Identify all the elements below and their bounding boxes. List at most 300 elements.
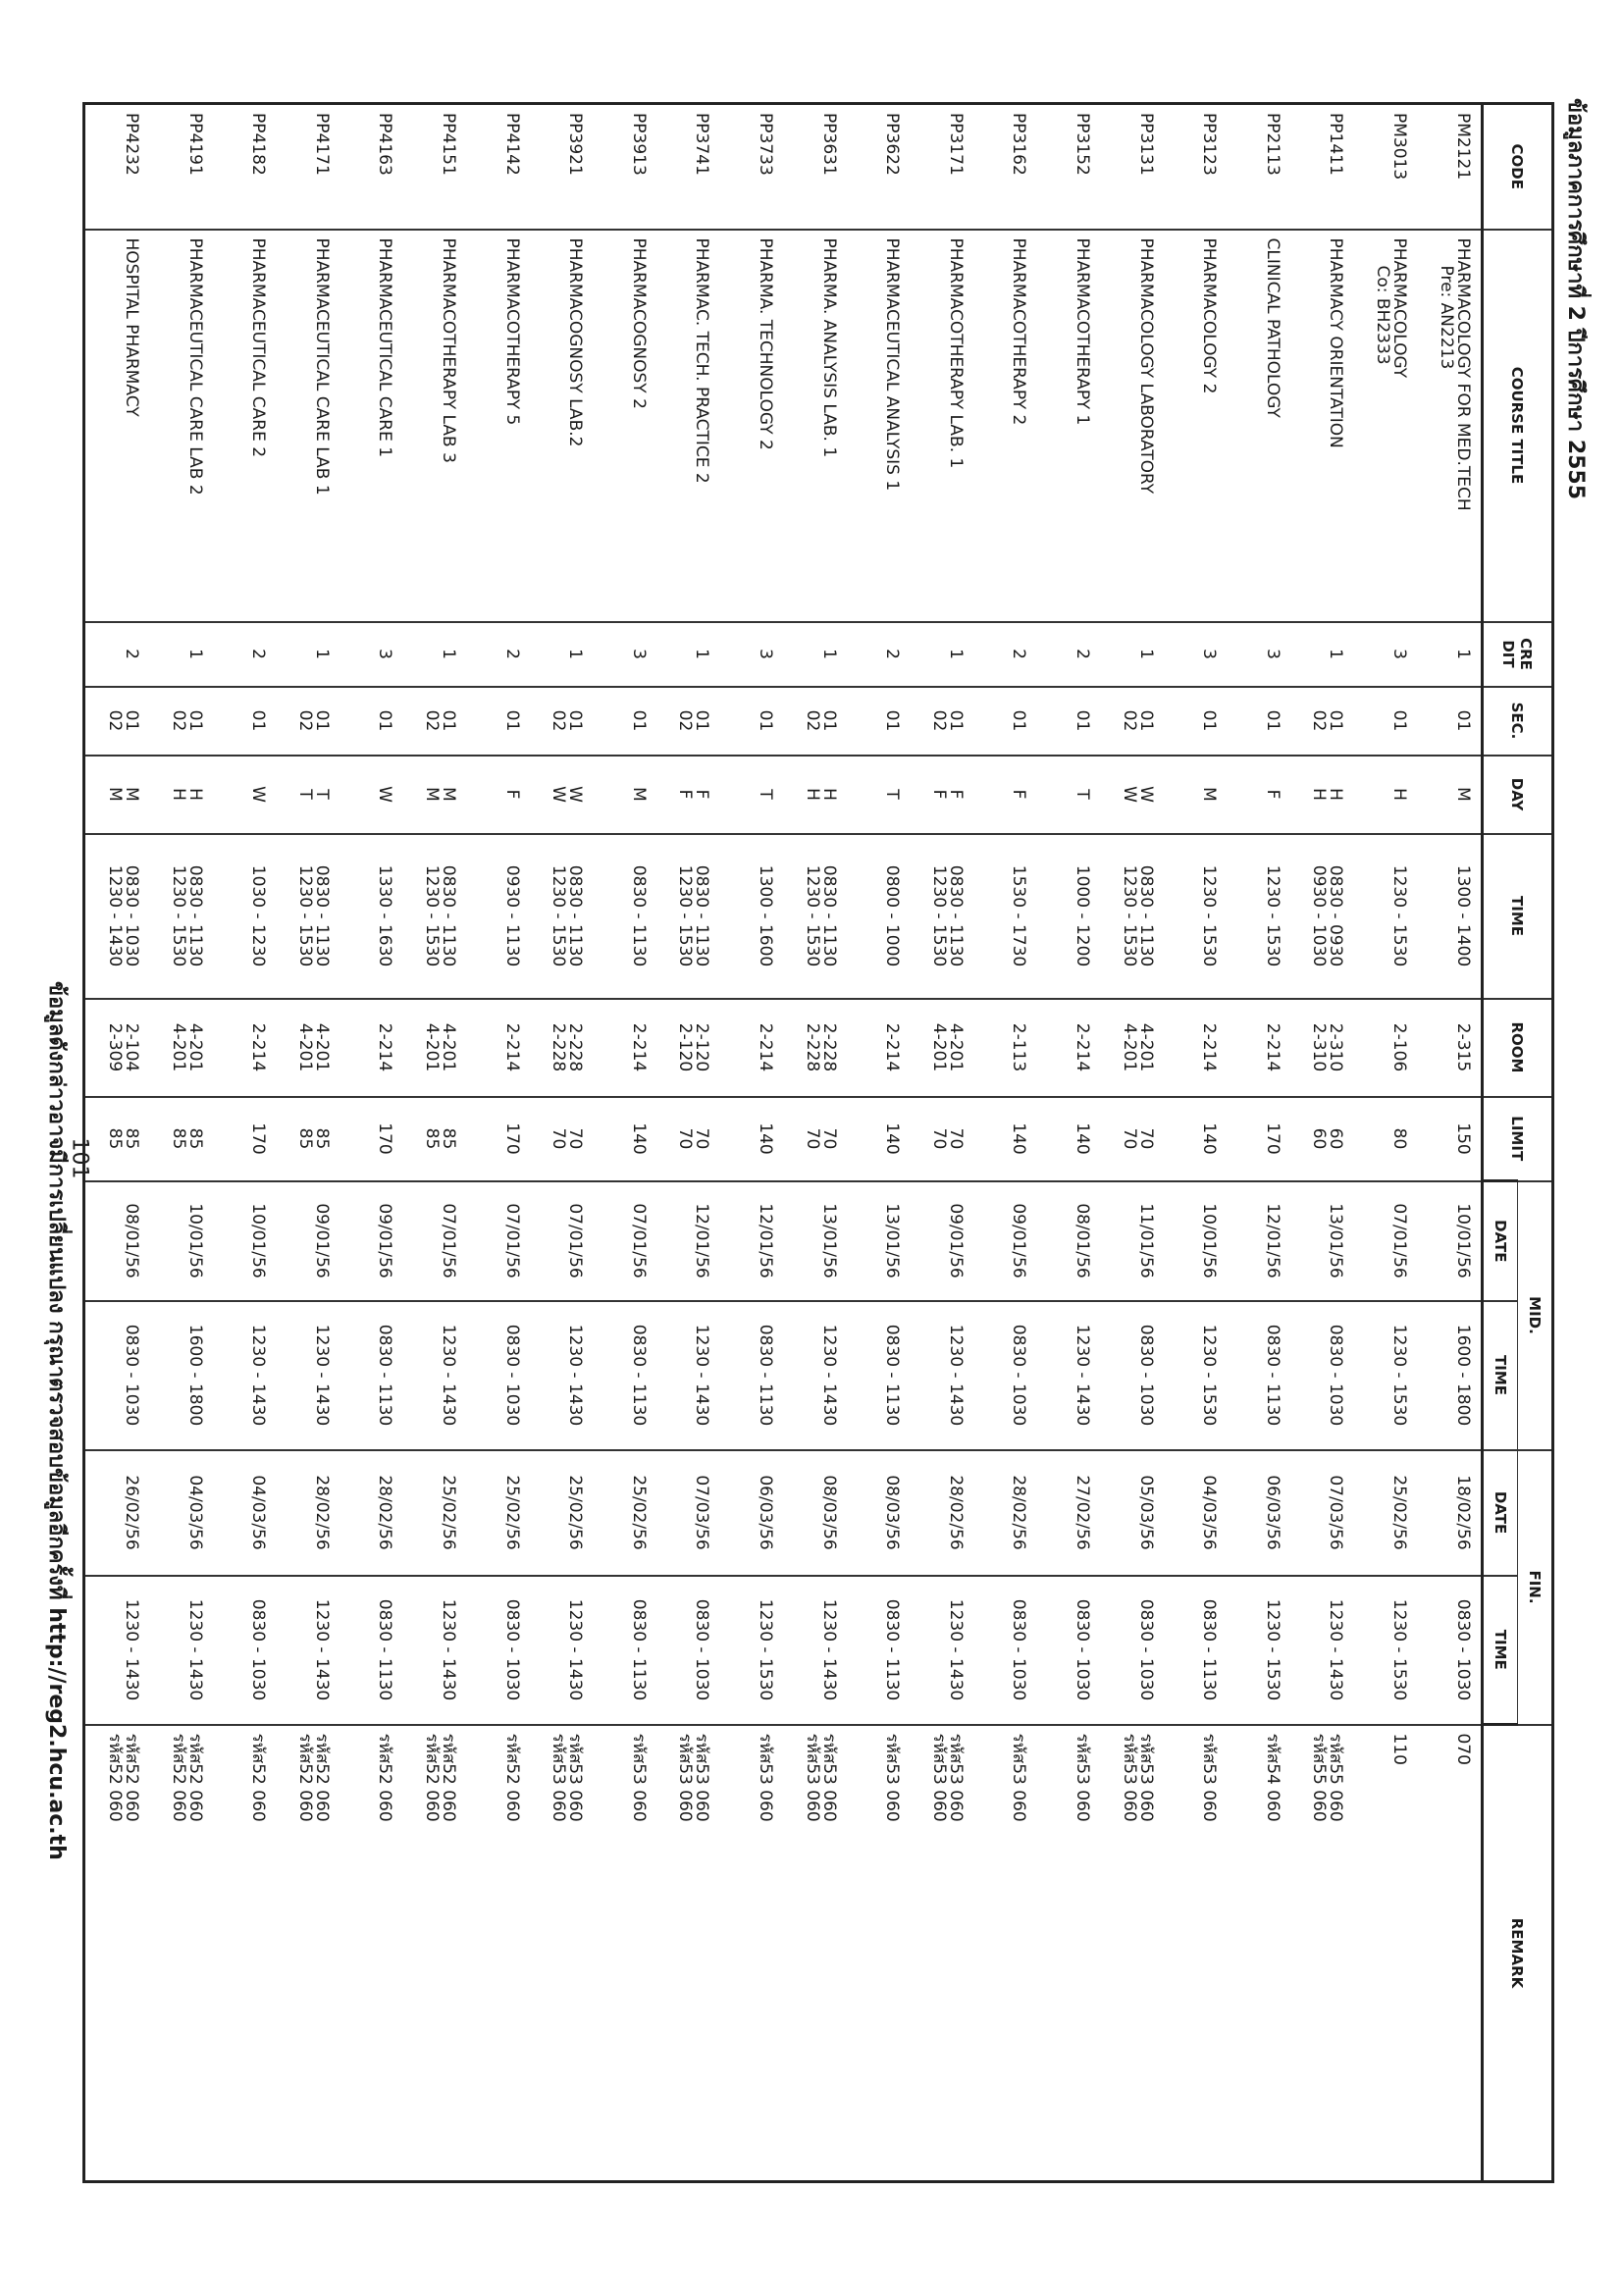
- course-title-cell: [1417, 230, 1483, 622]
- credit-cell: [593, 622, 656, 687]
- credit: 1: [565, 649, 586, 659]
- mid-date-cell: [1164, 1181, 1228, 1301]
- course-code-cell: [847, 104, 911, 230]
- class-time-line2: 1230 - 1530: [928, 864, 949, 967]
- mid-time: 1230 - 1530: [1199, 1324, 1220, 1427]
- remark: รหัส55 060: [1326, 1733, 1346, 1822]
- section-cell: [1227, 687, 1290, 756]
- remark: รหัส53 060: [565, 1733, 586, 1822]
- fin-date-cell: [783, 1450, 847, 1576]
- limit-cell: [1227, 1097, 1290, 1181]
- mid-date-cell: [1227, 1181, 1290, 1301]
- day: F: [501, 789, 522, 800]
- credit-cell: [276, 622, 340, 687]
- limit: 140: [628, 1122, 649, 1155]
- mid-time: 1230 - 1430: [565, 1324, 586, 1427]
- section-cell: [783, 687, 847, 756]
- course-code: PP3162: [1009, 113, 1029, 176]
- day-cell: [530, 756, 594, 834]
- room-cell: [1164, 999, 1228, 1097]
- mid-date: 09/01/56: [375, 1203, 395, 1278]
- fin-date-cell: [530, 1450, 594, 1576]
- fin-date-cell: [84, 1450, 150, 1576]
- room-line2: 4-201: [294, 1022, 315, 1072]
- fin-time-cell: [1417, 1576, 1483, 1725]
- section: 01: [311, 709, 332, 732]
- mid-date-cell: [1100, 1181, 1164, 1301]
- mid-time-cell: [84, 1301, 150, 1450]
- remark: รหัส53 060: [692, 1733, 712, 1822]
- limit-cell: [466, 1097, 530, 1181]
- course-code: PP4151: [439, 113, 459, 176]
- remark-cell: [276, 1725, 340, 2182]
- mid-date-cell: [1036, 1181, 1100, 1301]
- course-code-cell: [1417, 104, 1483, 230]
- day-cell: [149, 756, 213, 834]
- class-time: 0930 - 1130: [501, 864, 522, 967]
- limit-cell: [149, 1097, 213, 1181]
- class-time: 1000 - 1200: [1073, 864, 1093, 967]
- course-title: PHARMACOLOGY: [1389, 237, 1409, 379]
- limit: 170: [1262, 1122, 1283, 1155]
- credit-cell: [403, 622, 467, 687]
- room-cell: [847, 999, 911, 1097]
- limit-line2: 85: [168, 1127, 188, 1150]
- day-cell: [719, 756, 783, 834]
- class-time: 1230 - 1530: [1262, 864, 1283, 967]
- limit-cell: [1353, 1097, 1417, 1181]
- mid-date-cell: [213, 1181, 277, 1301]
- day-cell: [403, 756, 467, 834]
- room-cell: [403, 999, 467, 1097]
- col-final: FIN.: [1518, 1450, 1553, 1725]
- mid-time: 0830 - 1130: [628, 1324, 649, 1427]
- fin-date-cell: [149, 1450, 213, 1576]
- credit-cell: [656, 622, 720, 687]
- day-line2: H: [168, 788, 188, 801]
- fin-time: 1230 - 1430: [311, 1598, 332, 1701]
- class-time-cell: [973, 834, 1037, 999]
- table-row: [593, 104, 656, 2182]
- course-title-cell: [847, 230, 911, 622]
- mid-date: 07/01/56: [439, 1203, 459, 1278]
- room-cell: [213, 999, 277, 1097]
- room: 2-315: [1453, 1022, 1473, 1072]
- class-time-line2: 1230 - 1530: [675, 864, 696, 967]
- course-title: PHARMACOTHERAPY 1: [1073, 237, 1093, 426]
- room: 2-214: [375, 1022, 395, 1072]
- table-row: [1164, 104, 1228, 2182]
- course-title: CLINICAL PATHOLOGY: [1262, 237, 1283, 418]
- credit-cell: [1417, 622, 1483, 687]
- fin-date-cell: [340, 1450, 403, 1576]
- fin-time-cell: [84, 1576, 150, 1725]
- credit-cell: [1100, 622, 1164, 687]
- class-time-cell: [466, 834, 530, 999]
- limit: 70: [692, 1127, 712, 1150]
- mid-date: 13/01/56: [1326, 1203, 1346, 1278]
- room: 4-201: [184, 1022, 205, 1072]
- course-title: PHARMACOLOGY LABORATORY: [1135, 237, 1156, 495]
- course-code-cell: [340, 104, 403, 230]
- limit-line2: 70: [1119, 1127, 1139, 1150]
- fin-time-cell: [213, 1576, 277, 1725]
- remark: รหัส52 060: [375, 1733, 395, 1822]
- room-cell: [466, 999, 530, 1097]
- course-code-cell: [530, 104, 594, 230]
- limit-line2: 85: [422, 1127, 443, 1150]
- fin-time-cell: [973, 1576, 1037, 1725]
- course-code-cell: [1353, 104, 1417, 230]
- fin-date-cell: [593, 1450, 656, 1576]
- limit-cell: [403, 1097, 467, 1181]
- credit-cell: [910, 622, 973, 687]
- class-time: 1530 - 1730: [1009, 864, 1029, 967]
- section: 01: [248, 709, 269, 732]
- day: M: [1453, 787, 1473, 802]
- section: 01: [501, 709, 522, 732]
- remark-cell: [1164, 1725, 1228, 2182]
- class-time-line2: 1230 - 1530: [294, 864, 315, 967]
- course-title-line2: Pre: AN2213: [1437, 265, 1456, 370]
- mid-time: 1230 - 1430: [311, 1324, 332, 1427]
- fin-date-cell: [1353, 1450, 1417, 1576]
- day: F: [945, 789, 966, 800]
- room-cell: [1036, 999, 1100, 1097]
- disclaimer-footer: ข้อมูลดังกล่าวอาจมีการเปลี่ยนแปลง กรุณาตรวจสอบข้อมูลอีกครั้งที่ http://reg2.hcu.ac.th: [44, 981, 69, 1860]
- remark-cell: [1353, 1725, 1417, 2182]
- fin-time: 1230 - 1430: [439, 1598, 459, 1701]
- mid-date: 08/01/56: [122, 1203, 142, 1278]
- credit: 2: [501, 649, 522, 659]
- fin-time-cell: [466, 1576, 530, 1725]
- section: 01: [122, 709, 142, 732]
- course-title: PHARMA. TECHNOLOGY 2: [756, 237, 776, 450]
- course-title-cell: [1036, 230, 1100, 622]
- room-cell: [530, 999, 594, 1097]
- limit-cell: [783, 1097, 847, 1181]
- remark-line2: รหัส53 060: [928, 1733, 949, 1822]
- mid-date: 10/01/56: [248, 1203, 269, 1278]
- class-time-cell: [1290, 834, 1354, 999]
- credit: 2: [882, 649, 903, 659]
- section-line2: 02: [928, 709, 949, 732]
- mid-time-cell: [466, 1301, 530, 1450]
- room-cell: [340, 999, 403, 1097]
- course-title-cell: [593, 230, 656, 622]
- section: 01: [1262, 709, 1283, 732]
- remark-cell: [1290, 1725, 1354, 2182]
- mid-time-cell: [276, 1301, 340, 1450]
- fin-date: 28/02/56: [375, 1475, 395, 1550]
- remark: รหัส53 060: [756, 1733, 776, 1822]
- limit-cell: [593, 1097, 656, 1181]
- mid-date: 07/01/56: [565, 1203, 586, 1278]
- remark-line2: รหัส52 060: [105, 1733, 126, 1822]
- remark: รหัส52 060: [501, 1733, 522, 1822]
- section-line2: 02: [294, 709, 315, 732]
- mid-date-cell: [1353, 1181, 1417, 1301]
- mid-date-cell: [340, 1181, 403, 1301]
- mid-date-cell: [530, 1181, 594, 1301]
- day: H: [184, 788, 205, 801]
- room: 2-214: [1073, 1022, 1093, 1072]
- day-cell: [783, 756, 847, 834]
- mid-date-cell: [1290, 1181, 1354, 1301]
- fin-date: 07/03/56: [692, 1475, 712, 1550]
- day: T: [311, 789, 332, 800]
- col-time: TIME: [1483, 834, 1553, 999]
- mid-date: 13/01/56: [818, 1203, 839, 1278]
- section-line2: 02: [802, 709, 822, 732]
- day: F: [692, 789, 712, 800]
- fin-date: 26/02/56: [122, 1475, 142, 1550]
- table-row: [213, 104, 277, 2182]
- limit: 85: [122, 1127, 142, 1150]
- room: 4-201: [945, 1022, 966, 1072]
- course-title-cell: [1100, 230, 1164, 622]
- fin-date: 28/02/56: [311, 1475, 332, 1550]
- room-line2: 2-120: [675, 1022, 696, 1072]
- credit: 1: [1326, 649, 1346, 659]
- day-cell: [1417, 756, 1483, 834]
- day-cell: [1036, 756, 1100, 834]
- section: 01: [1009, 709, 1029, 732]
- room-cell: [1290, 999, 1354, 1097]
- remark-line2: รหัส52 060: [422, 1733, 443, 1822]
- table-row: [1290, 104, 1354, 2182]
- room: 2-214: [628, 1022, 649, 1072]
- section-cell: [1290, 687, 1354, 756]
- mid-time-cell: [719, 1301, 783, 1450]
- course-code-cell: [910, 104, 973, 230]
- remark: รหัส52 060: [439, 1733, 459, 1822]
- mid-time: 0830 - 1030: [501, 1324, 522, 1427]
- course-code: PP3123: [1199, 113, 1220, 176]
- limit: 150: [1453, 1122, 1473, 1155]
- class-time-cell: [1036, 834, 1100, 999]
- course-title: PHARMACY ORIENTATION: [1326, 237, 1346, 448]
- mid-date: 07/01/56: [501, 1203, 522, 1278]
- day-cell: [276, 756, 340, 834]
- course-code-cell: [403, 104, 467, 230]
- fin-time: 1230 - 1530: [1389, 1598, 1409, 1701]
- col-fin-time: TIME: [1483, 1576, 1518, 1725]
- section-line2: 02: [168, 709, 188, 732]
- limit-line2: 70: [802, 1127, 822, 1150]
- section: 01: [1453, 709, 1473, 732]
- course-title-cell: [783, 230, 847, 622]
- fin-date-cell: [847, 1450, 911, 1576]
- remark-cell: [847, 1725, 911, 2182]
- remark: รหัส54 060: [1262, 1733, 1283, 1822]
- fin-time-cell: [593, 1576, 656, 1725]
- mid-time-cell: [593, 1301, 656, 1450]
- course-title: HOSPITAL PHARMACY: [122, 237, 142, 417]
- class-time: 0830 - 1130: [628, 864, 649, 967]
- course-code-cell: [973, 104, 1037, 230]
- table-row: [783, 104, 847, 2182]
- remark-cell: [213, 1725, 277, 2182]
- limit-line2: 70: [928, 1127, 949, 1150]
- class-time-cell: [530, 834, 594, 999]
- fin-time-cell: [1100, 1576, 1164, 1725]
- mid-date-cell: [783, 1181, 847, 1301]
- fin-date-cell: [973, 1450, 1037, 1576]
- fin-date-cell: [719, 1450, 783, 1576]
- fin-time-cell: [656, 1576, 720, 1725]
- room-line2: 4-201: [1119, 1022, 1139, 1072]
- col-fin-date: DATE: [1483, 1450, 1518, 1576]
- credit-cell: [1164, 622, 1228, 687]
- remark: รหัส53 060: [628, 1733, 649, 1822]
- mid-time-cell: [1036, 1301, 1100, 1450]
- limit: 170: [501, 1122, 522, 1155]
- room-line2: 4-201: [422, 1022, 443, 1072]
- remark-cell: [403, 1725, 467, 2182]
- class-time-line2: 1230 - 1430: [105, 864, 126, 967]
- class-time-line2: 0930 - 1030: [1309, 864, 1330, 967]
- course-title: PHARMACOLOGY 2: [1199, 237, 1220, 394]
- day: T: [756, 789, 776, 800]
- room-line2: 2-228: [549, 1022, 569, 1072]
- fin-time: 1230 - 1430: [945, 1598, 966, 1701]
- remark-cell: [530, 1725, 594, 2182]
- class-time: 1330 - 1630: [375, 864, 395, 967]
- limit-cell: [84, 1097, 150, 1181]
- course-code-cell: [783, 104, 847, 230]
- fin-time: 0830 - 1030: [1453, 1598, 1473, 1701]
- class-time-cell: [847, 834, 911, 999]
- fin-time: 1230 - 1430: [1326, 1598, 1346, 1701]
- fin-time: 0830 - 1030: [501, 1598, 522, 1701]
- mid-date: 09/01/56: [311, 1203, 332, 1278]
- day-cell: [656, 756, 720, 834]
- limit-cell: [973, 1097, 1037, 1181]
- day-cell: [973, 756, 1037, 834]
- mid-time: 0830 - 1130: [1262, 1324, 1283, 1427]
- course-code-cell: [213, 104, 277, 230]
- section-line2: 02: [422, 709, 443, 732]
- limit-cell: [847, 1097, 911, 1181]
- mid-date: 11/01/56: [1135, 1203, 1156, 1278]
- credit-cell: [1290, 622, 1354, 687]
- class-time: 0830 - 1130: [818, 864, 839, 967]
- section: 01: [945, 709, 966, 732]
- mid-time: 0830 - 1030: [122, 1324, 142, 1427]
- remark-cell: [656, 1725, 720, 2182]
- fin-time: 1230 - 1530: [1262, 1598, 1283, 1701]
- fin-date: 25/02/56: [628, 1475, 649, 1550]
- remark-cell: [593, 1725, 656, 2182]
- course-code: PP4232: [122, 113, 142, 176]
- course-code-cell: [1100, 104, 1164, 230]
- remark: รหัส53 060: [882, 1733, 903, 1822]
- course-code-cell: [149, 104, 213, 230]
- section: 01: [375, 709, 395, 732]
- course-title-cell: [466, 230, 530, 622]
- table-row: [340, 104, 403, 2182]
- room: 4-201: [1135, 1022, 1156, 1072]
- fin-time: 0830 - 1130: [375, 1598, 395, 1701]
- section-cell: [1036, 687, 1100, 756]
- day: M: [628, 787, 649, 802]
- mid-time-cell: [1227, 1301, 1290, 1450]
- fin-time: 1230 - 1430: [565, 1598, 586, 1701]
- day: W: [375, 786, 395, 803]
- class-time: 0830 - 1130: [945, 864, 966, 967]
- day-line2: W: [549, 786, 569, 803]
- mid-date: 10/01/56: [1199, 1203, 1220, 1278]
- day: T: [882, 789, 903, 800]
- credit-cell: [1036, 622, 1100, 687]
- remark-cell: [149, 1725, 213, 2182]
- room-cell: [1353, 999, 1417, 1097]
- credit-cell: [973, 622, 1037, 687]
- credit-cell: [847, 622, 911, 687]
- section-cell: [403, 687, 467, 756]
- fin-date-cell: [656, 1450, 720, 1576]
- course-code: PP3131: [1135, 113, 1156, 176]
- limit: 70: [945, 1127, 966, 1150]
- remark-line2: รหัส53 060: [549, 1733, 569, 1822]
- day-cell: [84, 756, 150, 834]
- section-cell: [1100, 687, 1164, 756]
- mid-time-cell: [340, 1301, 403, 1450]
- limit-line2: 85: [294, 1127, 315, 1150]
- class-time-line2: 1230 - 1530: [549, 864, 569, 967]
- remark: รหัส53 060: [1009, 1733, 1029, 1822]
- course-title: PHARMACOLOGY FOR MED.TECH: [1453, 237, 1473, 511]
- mid-date-cell: [84, 1181, 150, 1301]
- room: 2-228: [565, 1022, 586, 1072]
- class-time: 1030 - 1230: [248, 864, 269, 967]
- room-line2: 2-228: [802, 1022, 822, 1072]
- course-code-cell: [1227, 104, 1290, 230]
- fin-date: 28/02/56: [945, 1475, 966, 1550]
- fin-date: 25/02/56: [1389, 1475, 1409, 1550]
- fin-date-cell: [1227, 1450, 1290, 1576]
- room: 4-201: [311, 1022, 332, 1072]
- section-cell: [656, 687, 720, 756]
- day-line2: H: [1309, 788, 1330, 801]
- fin-date: 18/02/56: [1453, 1475, 1473, 1550]
- room: 2-106: [1389, 1022, 1409, 1072]
- mid-time-cell: [656, 1301, 720, 1450]
- limit-cell: [530, 1097, 594, 1181]
- fin-time: 0830 - 1130: [1199, 1598, 1220, 1701]
- course-title-cell: [530, 230, 594, 622]
- class-time-line2: 1230 - 1530: [1119, 864, 1139, 967]
- fin-date: 04/03/56: [248, 1475, 269, 1550]
- fin-date-cell: [213, 1450, 277, 1576]
- limit: 140: [1199, 1122, 1220, 1155]
- table-row: [1100, 104, 1164, 2182]
- limit: 140: [1073, 1122, 1093, 1155]
- mid-time: 0830 - 1130: [375, 1324, 395, 1427]
- section-cell: [910, 687, 973, 756]
- class-time-cell: [1353, 834, 1417, 999]
- remark-line2: รหัส55 060: [1309, 1733, 1330, 1822]
- course-title: PHARMACEUTICAL CARE LAB 2: [184, 237, 205, 496]
- mid-time: 1600 - 1800: [184, 1324, 205, 1427]
- fin-date: 25/02/56: [501, 1475, 522, 1550]
- section: 01: [818, 709, 839, 732]
- fin-date: 27/02/56: [1073, 1475, 1093, 1550]
- fin-date: 06/03/56: [1262, 1475, 1283, 1550]
- course-code-cell: [719, 104, 783, 230]
- limit-cell: [656, 1097, 720, 1181]
